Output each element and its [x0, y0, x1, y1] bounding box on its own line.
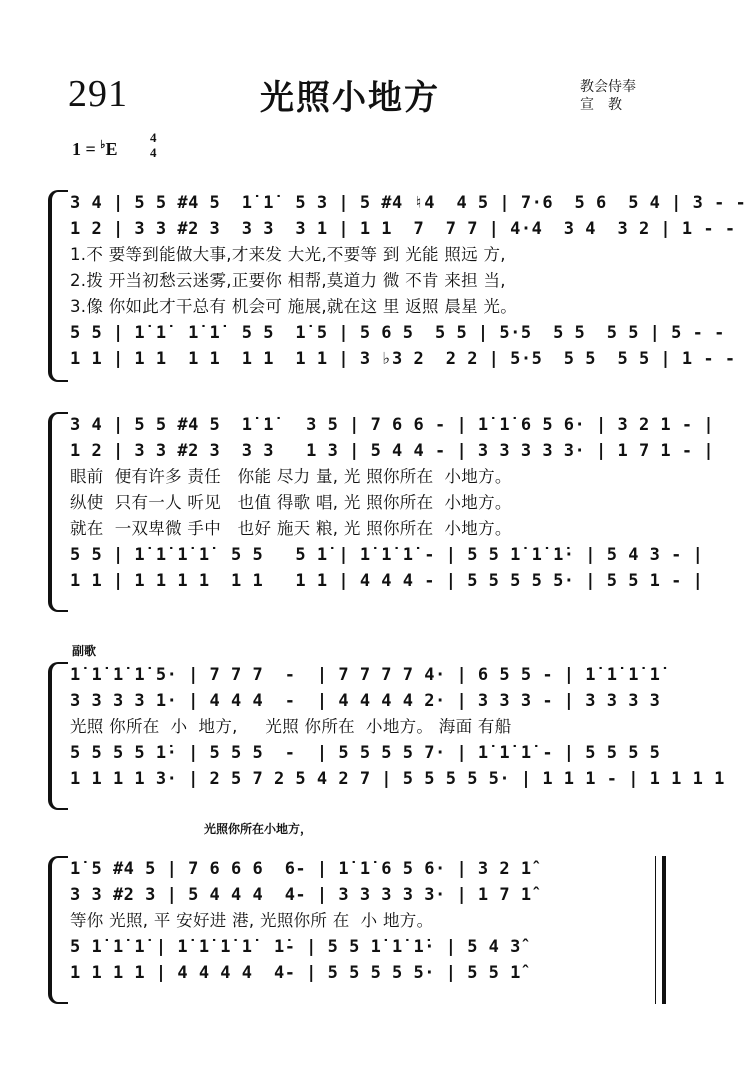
credit-line-1: 教会侍奉	[580, 79, 636, 95]
hymn-title: 光照小地方	[260, 78, 440, 118]
tenor-line: 5 1̇ 1̇ 1̇ | 1̇ 1̇ 1̇ 1̇ 1̇- | 5 5 1̇ 1̇ 1̇· | 5 4 3̂	[70, 937, 521, 957]
hymn-number: 291	[68, 73, 128, 115]
key-signature	[72, 138, 117, 160]
system-body	[70, 856, 668, 1004]
key-note: E	[105, 139, 118, 159]
lyric-verse-1: 眼前 便有许多 责任 你能 尽力 量, 光 照你所在 小地方。	[70, 467, 512, 486]
bass-lyric-note: 光照你所在小地方，	[204, 822, 313, 836]
key-flat: ♭	[100, 139, 106, 151]
lyric-line: 光照 你所在 小 地方, 光照 你所在 小地方。 海面 有船	[70, 717, 512, 736]
section-label-chorus: 副歌	[72, 644, 97, 658]
lyric-line: 等你 光照, 平 安好进 港, 光照你所 在 小 地方。	[70, 911, 434, 930]
tenor-line: 5 5 | 1̇ 1̇ 1̇ 1̇ 5 5 5 1̇ | 1̇ 1̇ 1̇ - | 5 5 1̇ 1̇ 1̇· | 5 4 3 - |	[70, 545, 704, 565]
soprano-line: 1̇ 1̇ 1̇ 1̇ 5· | 7 7 7 - | 7 7 7 7 4· | 6 5 5 - | 1̇ 1̇ 1̇ 1̇	[70, 665, 661, 685]
music-system-3	[48, 662, 725, 810]
lyric-verse-2: 2.拨 开当初愁云迷雾,正要你 相帮,莫道力 微 不肯 来担 当,	[70, 271, 506, 290]
key-prefix: 1 =	[72, 139, 101, 159]
bass-line: 1 1 | 1 1 1 1 1 1 1 1 | 3 ♭3 2 2 2 | 5·5 5 5 5 5 | 1 - -	[70, 349, 736, 369]
music-system-1	[48, 190, 746, 382]
music-system-2	[48, 412, 715, 612]
system-brace	[48, 412, 68, 612]
system-body	[70, 662, 725, 810]
alto-line: 1 2 | 3 3 #2 3 3 3 3 1 | 1 1 7 7 7 | 4·4 3 4 3 2 | 1 - -	[70, 219, 736, 239]
system-brace	[48, 190, 68, 382]
lyric-verse-2: 纵使 只有一人 听见 也值 得歌 唱, 光 照你所在 小地方。	[70, 493, 512, 512]
system-body	[70, 412, 715, 612]
bass-line: 1 1 1 1 3· | 2 5 7 2 5 4 2 7 | 5 5 5 5 5· | 1 1 1 - | 1 1 1 1	[70, 769, 725, 789]
lyric-verse-3: 就在 一双卑微 手中 也好 施天 粮, 光 照你所在 小地方。	[70, 519, 512, 538]
time-signature	[150, 130, 157, 160]
alto-line: 3 3 #2 3 | 5 4 4 4 4- | 3 3 3 3 3· | 1 7 1̂	[70, 885, 532, 905]
tenor-line: 5 5 | 1̇ 1̇ 1̇ 1̇ 5 5 1̇ 5 | 5 6 5 5 5 | 5·5 5 5 5 5 | 5 - -	[70, 323, 725, 343]
meter-top: 4	[150, 130, 157, 145]
lyric-verse-1: 1.不 要等到能做大事,才来发 大光,不要等 到 光能 照远 方,	[70, 245, 506, 264]
meter-bottom: 4	[150, 145, 157, 160]
credit-line-2: 宣教	[580, 97, 636, 113]
bass-line: 1 1 | 1 1 1 1 1 1 1 1 | 4 4 4 - | 5 5 5 5 5· | 5 5 1 - |	[70, 571, 704, 591]
tenor-line: 5 5 5 5 1̇· | 5 5 5 - | 5 5 5 5 7· | 1̇ 1̇ 1̇ - | 5 5 5 5	[70, 743, 661, 763]
music-system-4	[48, 856, 668, 1004]
soprano-line: 1̇ 5 #4 5 | 7 6 6 6 6- | 1̇ 1̇ 6 5 6· | 3 2 1̂	[70, 859, 532, 879]
system-brace	[48, 856, 68, 1004]
system-body	[70, 190, 746, 382]
alto-line: 1 2 | 3 3 #2 3 3 3 1 3 | 5 4 4 - | 3 3 3 3 3· | 1 7 1 - |	[70, 441, 715, 461]
soprano-line: 3 4 | 5 5 #4 5 1̇ 1̇ 3 5 | 7 6 6 - | 1̇ 1̇ 6 5 6· | 3 2 1 - |	[70, 415, 715, 435]
lyric-verse-3: 3.像 你如此才干总有 机会可 施展,就在这 里 返照 晨星 光。	[70, 297, 518, 316]
system-brace	[48, 662, 68, 810]
soprano-line: 3 4 | 5 5 #4 5 1̇ 1̇ 5 3 | 5 #4 ♮4 4 5 | 7·6 5 6 5 4 | 3 - -	[70, 193, 746, 213]
alto-line: 3 3 3 3 1· | 4 4 4 - | 4 4 4 4 2· | 3 3 3 - | 3 3 3 3	[70, 691, 661, 711]
bass-line: 1 1 1 1 | 4 4 4 4 4- | 5 5 5 5 5· | 5 5 1̂	[70, 963, 521, 983]
final-barline	[655, 856, 666, 1004]
